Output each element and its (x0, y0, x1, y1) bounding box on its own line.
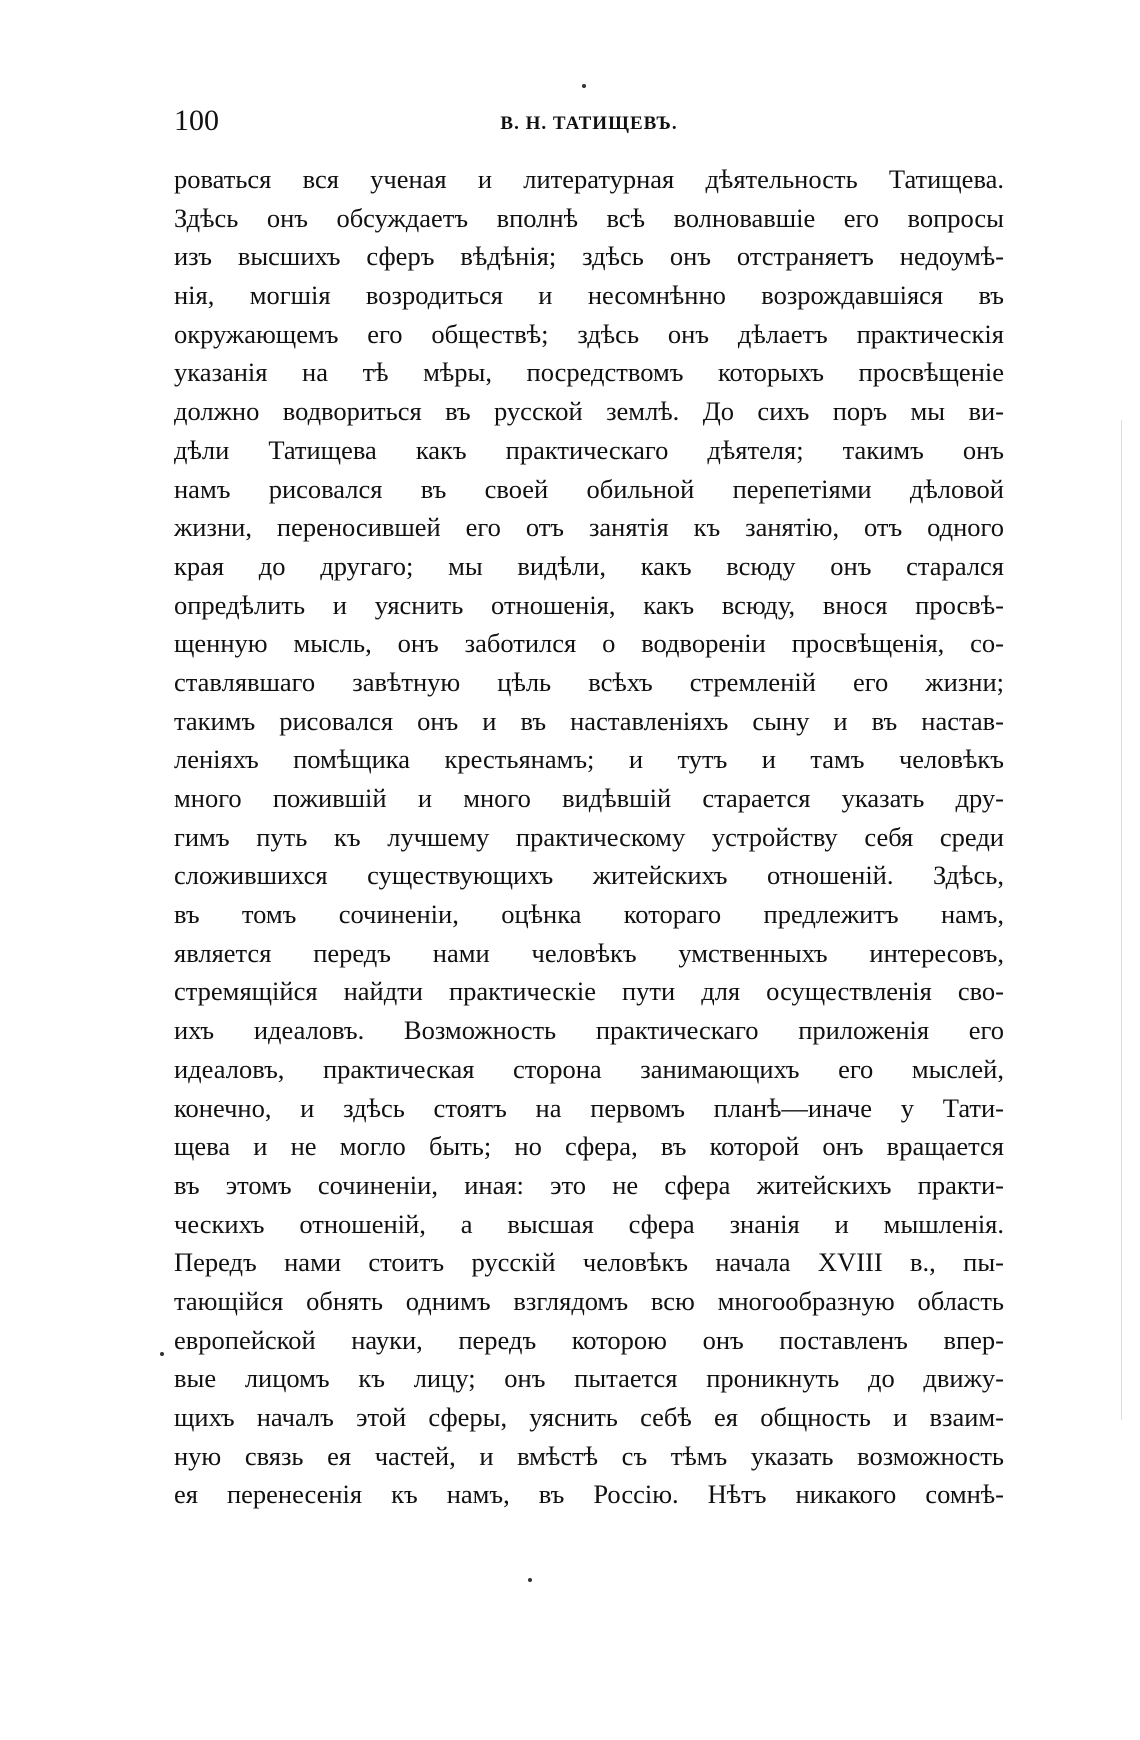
text-line: ея перенесенія къ намъ, въ Россію. Нѣтъ никакого сомнѣ- (174, 1479, 1004, 1510)
body-text (174, 160, 1004, 1514)
text-line: опредѣлить и уяснить отношенія, какъ всюду, внося просвѣ- (174, 589, 1004, 620)
text-line: ную связь ея частей, и вмѣстѣ съ тѣмъ указать возможность (174, 1440, 1004, 1471)
print-speck (160, 1352, 164, 1356)
text-line: въ томъ сочиненіи, оцѣнка котораго предлежитъ намъ, (174, 899, 1004, 930)
scan-edge (1121, 420, 1122, 1420)
text-line: роваться вся ученая и литературная дѣятельность Татищева. (174, 164, 1004, 194)
text-line: европейской науки, передъ которою онъ поставленъ впер- (174, 1324, 1004, 1355)
text-line: является передъ нами человѣкъ умственныхъ интересовъ, (174, 937, 1004, 968)
text-line: леніяхъ помѣщика крестьянамъ; и тутъ и тамъ человѣкъ (174, 744, 1004, 775)
print-speck (528, 1578, 532, 1582)
text-line: указанія на тѣ мѣры, посредствомъ которыхъ просвѣщеніе (174, 357, 1004, 388)
text-line: ставлявшаго завѣтную цѣль всѣхъ стремленій его жизни; (174, 666, 1004, 697)
text-line: конечно, и здѣсь стоятъ на первомъ планѣ—иначе у Тати- (174, 1092, 1004, 1123)
text-line: щева и не могло быть; но сфера, въ которой онъ вращается (174, 1131, 1004, 1162)
running-head: В. Н. ТАТИЩЕВЪ. (500, 113, 678, 134)
text-line: стремящійся найдти практическіе пути для осуществленія сво- (174, 976, 1004, 1007)
text-line: ихъ идеаловъ. Возможность практическаго приложенія его (174, 1015, 1004, 1046)
text-line: ческихъ отношеній, а высшая сфера знанія и мышленія. (174, 1208, 1004, 1239)
page-header (174, 104, 1004, 144)
text-line: щихъ началъ этой сферы, уяснить себѣ ея общность и взаим- (174, 1402, 1004, 1432)
text-line: жизни, переносившей его отъ занятія къ занятію, отъ одного (174, 512, 1004, 543)
print-speck (582, 84, 586, 88)
text-line: тающійся обнять однимъ взглядомъ всю многообразную область (174, 1285, 1004, 1316)
text-line: Здѣсь онъ обсуждаетъ вполнѣ всѣ волновавшіе его вопросы (174, 202, 1004, 233)
text-line: окружающемъ его обществѣ; здѣсь онъ дѣлаетъ практическія (174, 318, 1004, 349)
text-line: вые лицомъ къ лицу; онъ пытается проникнуть до движу- (174, 1363, 1004, 1394)
text-line: сложившихся существующихъ житейскихъ отношеній. Здѣсь, (174, 860, 1004, 891)
text-line: дѣли Татищева какъ практическаго дѣятеля; такимъ онъ (174, 434, 1004, 465)
page-number: 100 (174, 104, 219, 137)
text-line: Передъ нами стоитъ русскій человѣкъ начала XVIII в., пы- (174, 1247, 1004, 1278)
text-line: должно водвориться въ русской землѣ. До сихъ поръ мы ви- (174, 396, 1004, 427)
text-line: края до другаго; мы видѣли, какъ всюду онъ старался (174, 550, 1004, 581)
text-line: щенную мысль, онъ заботился о водвореніи просвѣщенія, со- (174, 628, 1004, 659)
text-line: такимъ рисовался онъ и въ наставленіяхъ сыну и въ настав- (174, 705, 1004, 736)
text-line: въ этомъ сочиненіи, иная: это не сфера житейскихъ практи- (174, 1169, 1004, 1200)
text-line: много пожившій и много видѣвшій старается указать дру- (174, 783, 1004, 813)
text-line: изъ высшихъ сферъ вѣдѣнія; здѣсь онъ отстраняетъ недоумѣ- (174, 241, 1004, 272)
text-line: намъ рисовался въ своей обильной перепетіями дѣловой (174, 473, 1004, 504)
text-line: гимъ путь къ лучшему практическому устройству себя среди (174, 821, 1004, 852)
text-line: идеаловъ, практическая сторона занимающихъ его мыслей, (174, 1053, 1004, 1084)
text-line: нія, могшія возродиться и несомнѣнно возрождавшіяся въ (174, 280, 1004, 311)
